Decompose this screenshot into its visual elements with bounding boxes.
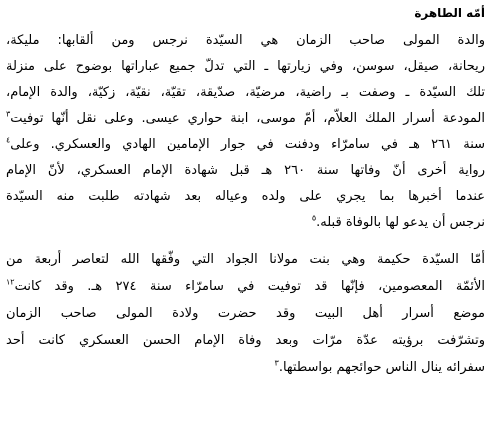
text-line: عندما أخبرها بما يجري على ولده وعياله بعد شهادته طلبت منه السيّدة	[6, 189, 485, 204]
text-line: رواية أخرى أنّ وفاتها سنة ٢٦٠ هـ قبل شهادة الإمام العسكري، لأنّ الإمام	[6, 163, 485, 178]
text-line: تلك السيّدة ـ وصفت بـ راضية، مرضيّة، صدّيقة، تقيّة، نقيّة، زكيّة، والدة الإمام،	[6, 85, 485, 100]
footnote-marker: ٢	[10, 277, 15, 287]
paragraph-mother	[6, 28, 485, 236]
text-line: المودعة أسرار الملك العلاّم، أمّ موسى، ابنة حواري عيسى. وعلى نقل أنّها توفيت$^٣$	[6, 109, 485, 126]
text-line: الأئمّة المعصومين، فإنّها قد توفيت في سامرّاء سنة ٢٧٤ هـ. وقد كانت$^{١٢}$	[6, 277, 485, 294]
text-line: نرجس أن يدعو لها بالوفاة قبله.$^٥$	[311, 213, 485, 230]
section-heading: أمّه الطاهرة	[414, 6, 485, 20]
footnote-marker: ٣	[274, 358, 279, 368]
text-line: وتشرّفت برؤيته عدّة مرّات وبعد وفاة الإمام الحسن العسكري كانت أحد	[6, 333, 485, 348]
paragraph-hakima	[6, 246, 485, 381]
text-line: سنة ٢٦١ هـ في سامرّاء ودفنت في جوار الإمامين الهادي والعسكري. وعلى$^٤$	[6, 135, 485, 152]
footnote-marker: ٣	[6, 109, 11, 119]
footnote-marker: ٤	[6, 135, 11, 145]
footnote-marker: ٥	[311, 213, 317, 223]
text-line: ريحانة، صيقل، سوسن، وفي زيارتها ـ التي تدلّ جميع عباراتها بوضوح على منزلة	[6, 59, 485, 74]
text-line: سفرائه ينال الناس حوائجهم بواسطتها.$^٣$	[274, 358, 485, 375]
text-line: أمّا السيّدة حكيمة وهي بنت مولانا الجواد التي وفّقها الله لتعاصر أربعة من	[6, 252, 485, 267]
text-line: موضع أسرار أهل البيت وقد حضرت ولادة المولى صاحب الزمان	[6, 306, 485, 321]
text-line: والدة المولى صاحب الزمان هي السيّدة نرجس ومن ألقابها: مليكة،	[6, 33, 485, 48]
footnote-marker: ١	[6, 277, 11, 287]
